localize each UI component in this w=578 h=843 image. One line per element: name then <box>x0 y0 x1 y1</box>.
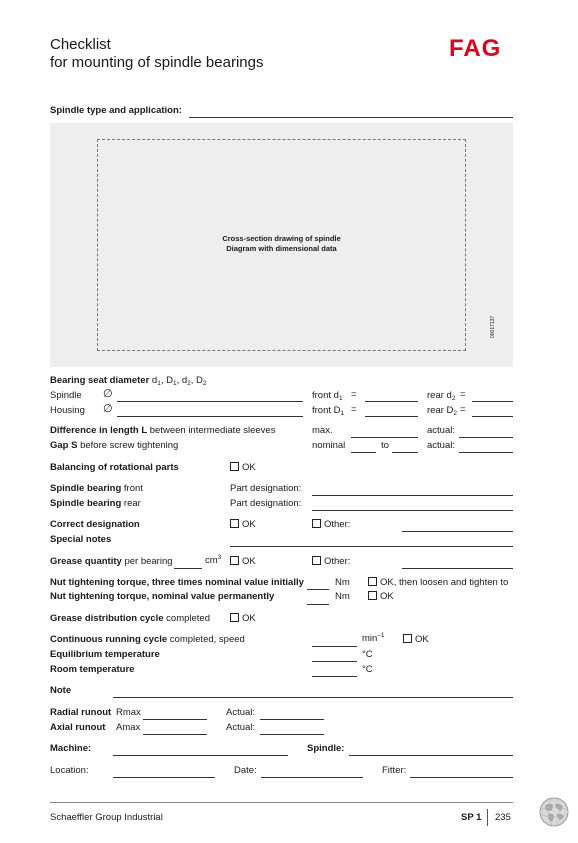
fag-logo: FAG <box>449 35 502 62</box>
grease-quantity-ok-checkbox[interactable]: OK <box>230 556 256 567</box>
seat-heading: Bearing seat diameter $d_1$, $D_1$, $d_2$, $D_2$ <box>50 375 207 387</box>
balancing-ok-checkbox[interactable]: OK <box>230 462 256 473</box>
part-designation-label: Part designation: <box>230 498 302 509</box>
drawing-area <box>50 123 513 367</box>
axial-runout-amax-line[interactable] <box>143 734 207 735</box>
spindle-label: Spindle: <box>307 743 345 754</box>
machine-label: Machine: <box>50 743 92 754</box>
diff-actual-label: actual: <box>427 425 455 436</box>
checkbox-icon <box>312 519 321 528</box>
room-temp-unit: °C <box>362 664 373 675</box>
grease-quantity-other-checkbox[interactable]: Other: <box>312 556 350 567</box>
correct-designation-other-checkbox[interactable]: Other: <box>312 519 350 530</box>
gap-nominal-from-line[interactable] <box>351 452 376 453</box>
machine-line[interactable] <box>113 755 288 756</box>
gap-to-label: to <box>381 440 389 451</box>
part-designation-label: Part designation: <box>230 483 302 494</box>
globe-icon <box>538 796 570 828</box>
page-title-line1: Checklist <box>50 36 111 53</box>
date-line[interactable] <box>261 777 363 778</box>
nut-torque-permanent-label: Nut tightening torque, nominal value permanently <box>50 591 275 602</box>
grease-quantity-label: Grease quantity per bearing <box>50 556 173 567</box>
eq-sign: = <box>460 389 466 400</box>
location-line[interactable] <box>113 777 215 778</box>
seat-housing-label: Housing <box>50 405 85 416</box>
axial-runout-actual-label: Actual: <box>226 722 256 733</box>
footer-divider <box>50 802 513 803</box>
grease-cycle-label: Grease distribution cycle completed <box>50 613 210 624</box>
checkbox-icon <box>312 556 321 565</box>
eq-sign: = <box>351 389 357 400</box>
eq-sign: = <box>460 404 466 415</box>
front-d1-label: front $d_1$ <box>312 390 343 402</box>
grease-quantity-other-line[interactable] <box>402 568 513 569</box>
room-temp-line[interactable] <box>312 676 357 677</box>
note-label: Note <box>50 685 72 696</box>
part-designation-front-line[interactable] <box>312 495 513 496</box>
front-D1-line[interactable] <box>365 416 418 417</box>
diff-actual-line[interactable] <box>459 437 513 438</box>
nut-torque-permanent-line[interactable] <box>307 604 329 605</box>
page-title-line2: for mounting of spindle bearings <box>50 54 264 71</box>
equilibrium-temp-line[interactable] <box>312 661 357 662</box>
gap-actual-line[interactable] <box>459 452 513 453</box>
spindle-diameter-line[interactable] <box>117 401 303 402</box>
diff-max-line[interactable] <box>351 437 418 438</box>
footer-page-number: 235 <box>495 812 511 823</box>
correct-designation-other-line[interactable] <box>402 531 513 532</box>
nut-torque-initial-unit: Nm <box>335 577 350 588</box>
radial-runout-label: Radial runout <box>50 707 112 718</box>
spindle-bearing-front-label: Spindle bearing front <box>50 483 143 494</box>
spindle-type-label: Spindle type and application: <box>50 105 182 116</box>
radial-runout-measure: Rmax <box>116 707 141 718</box>
diameter-icon: ∅ <box>103 388 113 400</box>
grease-quantity-line[interactable] <box>174 568 202 569</box>
spindle-line[interactable] <box>349 755 513 756</box>
radial-runout-actual-line[interactable] <box>260 719 324 720</box>
rear-D2-line[interactable] <box>472 416 513 417</box>
room-temp-label: Room temperature <box>50 664 135 675</box>
grease-cycle-ok-checkbox[interactable]: OK <box>230 613 256 624</box>
radial-runout-actual-label: Actual: <box>226 707 256 718</box>
running-cycle-label: Continuous running cycle completed, speed <box>50 634 245 645</box>
diff-label: Difference in length L between intermediate sleeves <box>50 425 276 436</box>
running-speed-unit: $\min^{-1}$ <box>362 631 385 644</box>
front-d1-line[interactable] <box>365 401 418 402</box>
checkbox-icon <box>230 613 239 622</box>
checkbox-icon <box>230 556 239 565</box>
checkbox-icon <box>368 577 377 586</box>
diff-max-label: max. <box>312 425 333 436</box>
balancing-label: Balancing of rotational parts <box>50 462 179 473</box>
drawing-caption-line1: Cross-section drawing of spindle <box>222 234 341 243</box>
gap-actual-label: actual: <box>427 440 455 451</box>
front-D1-label: front $D_1$ <box>312 405 345 417</box>
eq-sign: = <box>351 404 357 415</box>
equilibrium-temp-label: Equilibrium temperature <box>50 649 160 660</box>
correct-designation-ok-checkbox[interactable]: OK <box>230 519 256 530</box>
seat-spindle-label: Spindle <box>50 390 82 401</box>
checkbox-icon <box>230 462 239 471</box>
rear-d2-label: rear $d_2$ <box>427 390 456 402</box>
radial-runout-rmax-line[interactable] <box>143 719 207 720</box>
running-cycle-ok-checkbox[interactable]: OK <box>403 634 429 645</box>
part-designation-rear-line[interactable] <box>312 510 513 511</box>
gap-label: Gap S before screw tightening <box>50 440 179 451</box>
grease-quantity-unit: $cm^3$ <box>205 553 222 566</box>
checkbox-icon <box>230 519 239 528</box>
diameter-icon: ∅ <box>103 403 113 415</box>
drawing-code: 00017137 <box>490 315 496 338</box>
checkbox-icon <box>403 634 412 643</box>
nut-torque-initial-ok-checkbox[interactable]: OK, then loosen and tighten to <box>368 577 508 588</box>
axial-runout-actual-line[interactable] <box>260 734 324 735</box>
spindle-type-line[interactable] <box>189 117 513 118</box>
rear-D2-label: rear $D_2$ <box>427 405 458 417</box>
gap-nominal-label: nominal <box>312 440 346 451</box>
nut-torque-permanent-unit: Nm <box>335 591 350 602</box>
correct-designation-label: Correct designation <box>50 519 140 530</box>
running-speed-line[interactable] <box>312 646 357 647</box>
rear-d2-line[interactable] <box>472 401 513 402</box>
nut-torque-permanent-ok-checkbox[interactable]: OK <box>368 591 394 602</box>
nut-torque-initial-line[interactable] <box>307 589 329 590</box>
checkbox-icon <box>368 591 377 600</box>
location-label: Location: <box>50 765 89 776</box>
equilibrium-temp-unit: °C <box>362 649 373 660</box>
drawing-caption-line2: Diagram with dimensional data <box>226 244 337 253</box>
footer-section: SP 1 <box>461 812 482 823</box>
housing-diameter-line[interactable] <box>117 416 303 417</box>
gap-nominal-to-line[interactable] <box>392 452 418 453</box>
special-notes-line[interactable] <box>230 546 513 547</box>
fitter-line[interactable] <box>410 777 513 778</box>
fitter-label: Fitter: <box>382 765 407 776</box>
footer-company: Schaeffler Group Industrial <box>50 812 163 823</box>
date-label: Date: <box>234 765 257 776</box>
note-line[interactable] <box>113 697 513 698</box>
nut-torque-initial-label: Nut tightening torque, three times nominal value initially <box>50 577 304 588</box>
footer-separator <box>487 809 488 826</box>
axial-runout-label: Axial runout <box>50 722 106 733</box>
spindle-bearing-rear-label: Spindle bearing rear <box>50 498 141 509</box>
special-notes-label: Special notes <box>50 534 112 545</box>
axial-runout-measure: Amax <box>116 722 141 733</box>
